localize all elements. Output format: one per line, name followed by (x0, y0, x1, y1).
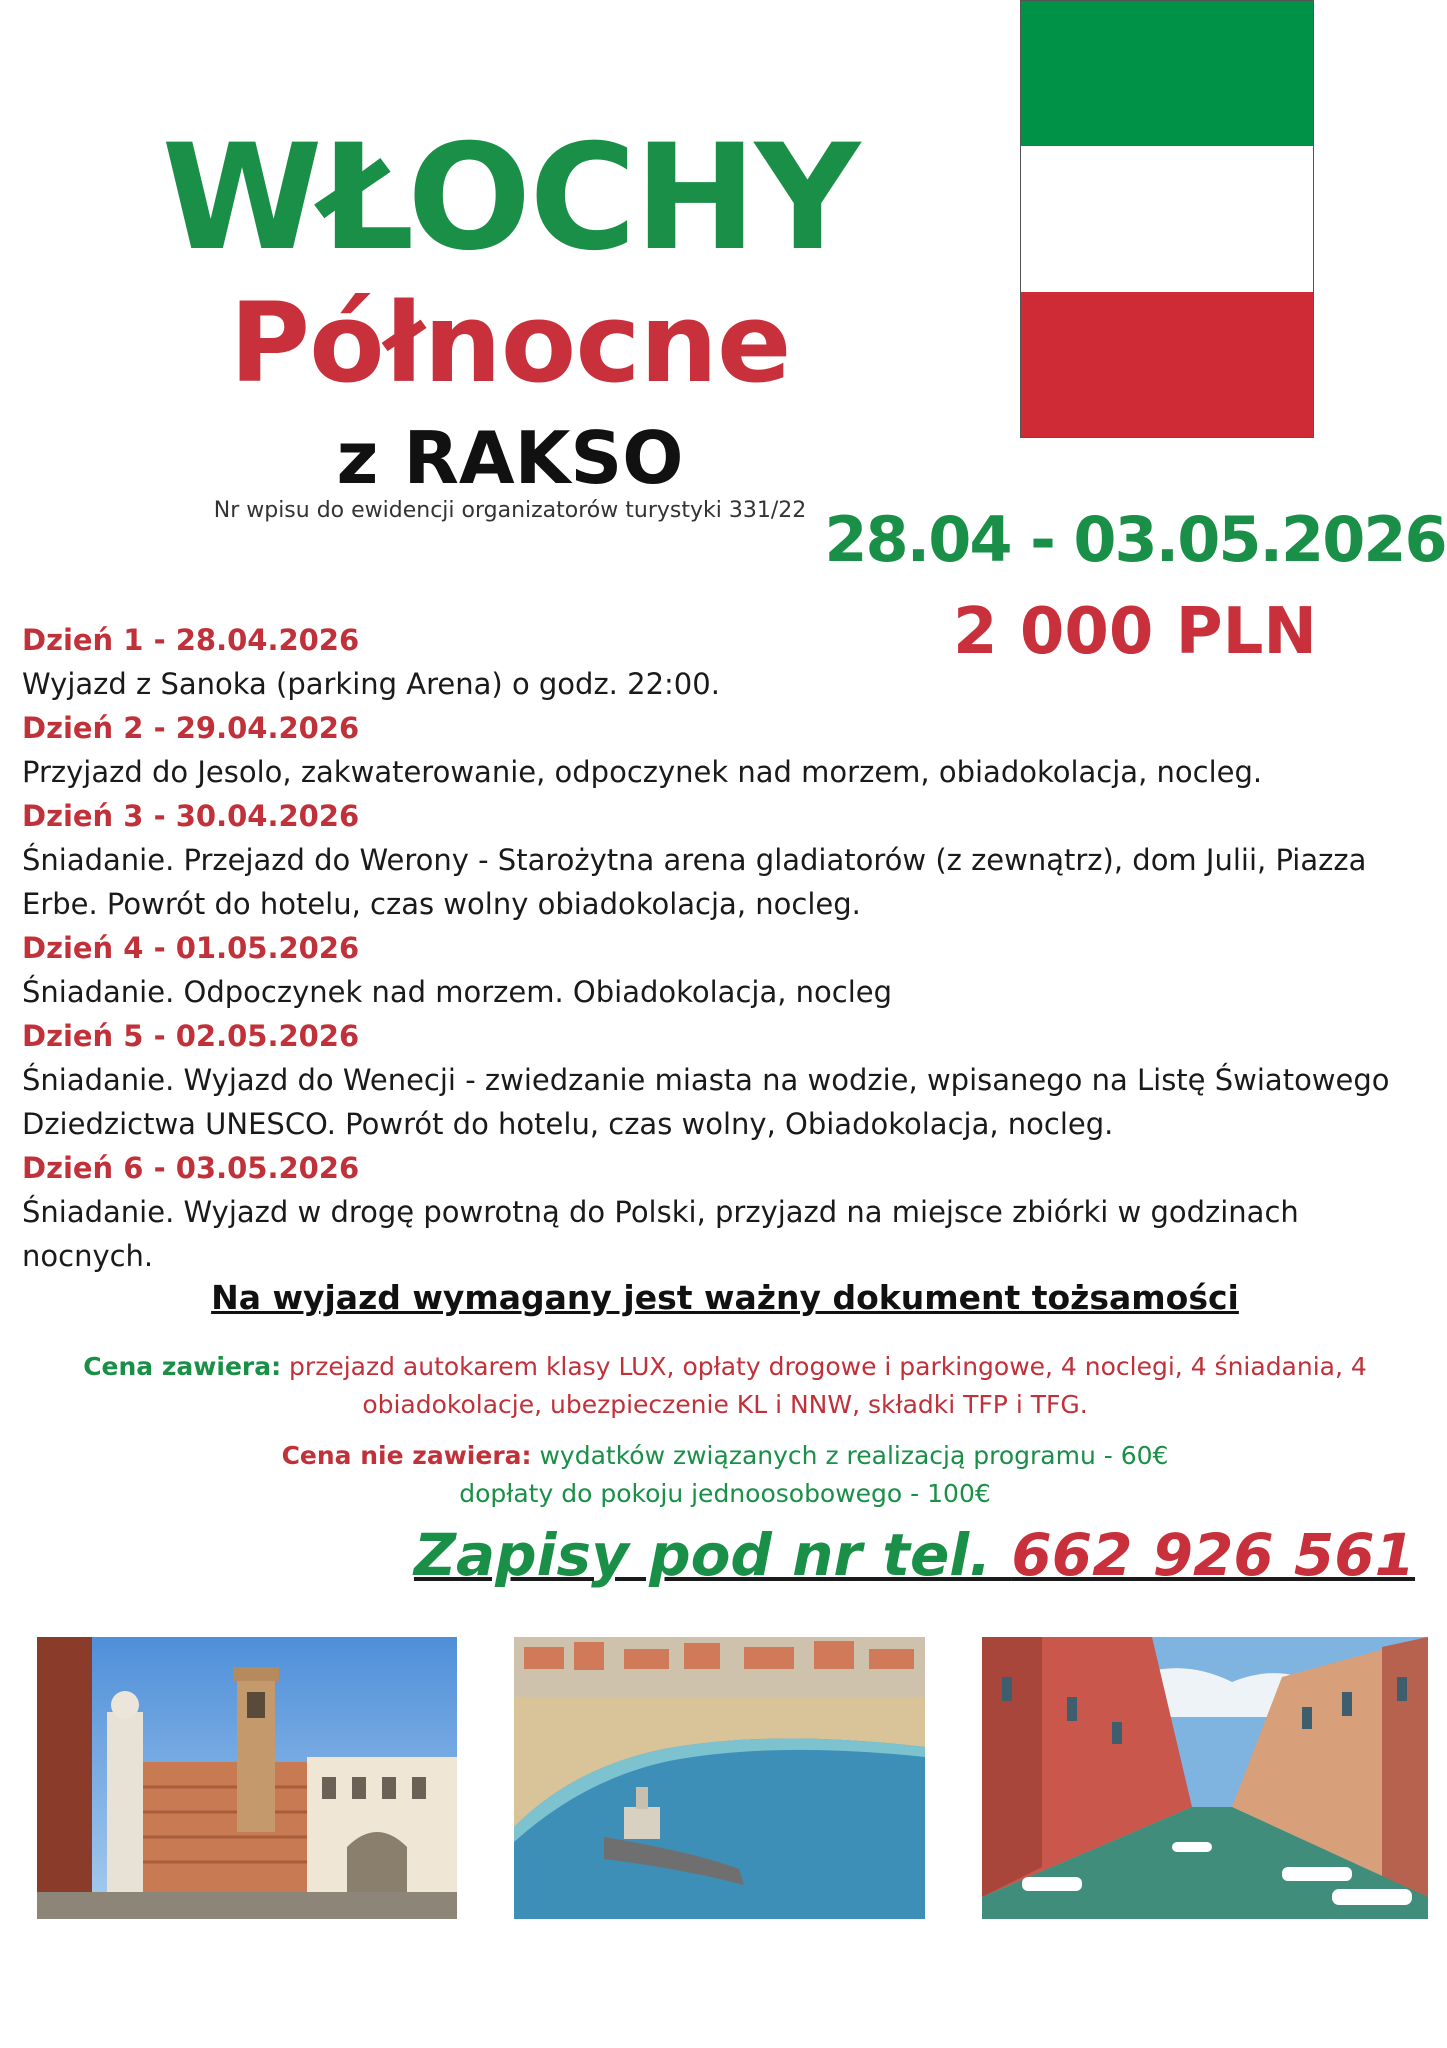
phone-number-link[interactable]: 662 926 561 (1011, 1521, 1415, 1589)
program-day (22, 706, 1412, 794)
day-heading: Dzień 4 - 01.05.2026 (22, 931, 360, 965)
day-description: Wyjazd z Sanoka (parking Arena) o godz. 22:00. (22, 667, 720, 701)
document-requirement: Na wyjazd wymagany jest ważny dokument tożsamości (211, 1278, 1239, 1317)
excludes-text-1: wydatków związanych z realizacją programu - 60€ (531, 1441, 1169, 1470)
title-country: WŁOCHY (161, 113, 859, 283)
excludes-label: Cena nie zawiera: (281, 1441, 532, 1470)
day-description: Śniadanie. Odpoczynek nad morzem. Obiadokolacja, nocleg (22, 975, 893, 1009)
title-organizer: z RAKSO (336, 416, 684, 500)
verona-piazza-photo (37, 1637, 457, 1919)
includes-text: przejazd autokarem klasy LUX, opłaty drogowe i parkingowe, 4 noclegi, 4 śniadania, 4 obiadokolacje, ubezpieczenie KL i NNW, składki TFP i TFG. (281, 1352, 1367, 1419)
jesolo-beach-photo (514, 1637, 925, 1919)
program-day (22, 926, 1412, 1014)
program-day (22, 794, 1412, 926)
program-day (22, 1014, 1412, 1146)
program-list (22, 618, 1412, 1278)
contact-label: Zapisy pod nr tel. (413, 1521, 1012, 1589)
day-heading: Dzień 6 - 03.05.2026 (22, 1151, 360, 1185)
day-description: Przyjazd do Jesolo, zakwaterowanie, odpoczynek nad morzem, obiadokolacja, nocleg. (22, 755, 1263, 789)
program-day (22, 1146, 1412, 1278)
title-region: Północne (229, 279, 791, 407)
excludes-text-2: dopłaty do pokoju jednoosobowego - 100€ (459, 1479, 991, 1508)
price-excludes (40, 1437, 1410, 1513)
excludes-line-1 (40, 1437, 1410, 1475)
venice-canal-photo (982, 1637, 1428, 1919)
day-heading: Dzień 2 - 29.04.2026 (22, 711, 360, 745)
day-heading: Dzień 3 - 30.04.2026 (22, 799, 360, 833)
italian-flag-icon (1020, 0, 1314, 438)
trip-price: 2 000 PLN (953, 595, 1317, 669)
trip-dates: 28.04 - 03.05.2026 (824, 503, 1446, 576)
program-day (22, 618, 1412, 706)
day-heading: Dzień 1 - 28.04.2026 (22, 623, 360, 657)
contact-line (400, 1520, 1415, 1590)
price-includes (40, 1348, 1410, 1424)
day-description: Śniadanie. Wyjazd w drogę powrotną do Polski, przyjazd na miejsce zbiórki w godzinach nocnych. (22, 1195, 1299, 1273)
registration-number: Nr wpisu do ewidencji organizatorów turystyki 331/22 (213, 498, 807, 523)
includes-label: Cena zawiera: (83, 1352, 282, 1381)
day-heading: Dzień 5 - 02.05.2026 (22, 1019, 360, 1053)
day-description: Śniadanie. Wyjazd do Wenecji - zwiedzanie miasta na wodzie, wpisanego na Listę Światowego Dziedzictwa UNESCO. Powrót do hotelu, czas wolny, Obiadokolacja, nocleg. (22, 1063, 1390, 1141)
day-description: Śniadanie. Przejazd do Werony - Starożytna arena gladiatorów (z zewnątrz), dom Julii, Piazza Erbe. Powrót do hotelu, czas wolny obiadokolacja, nocleg. (22, 843, 1367, 921)
